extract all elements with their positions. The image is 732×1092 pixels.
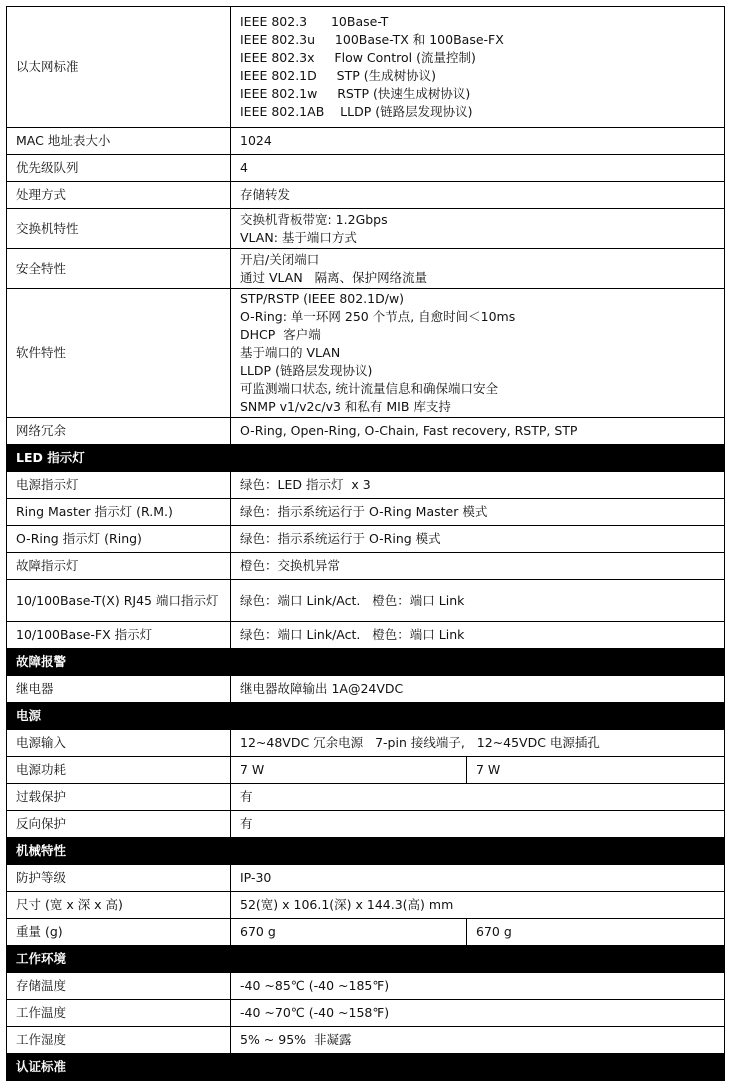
spec-value-line: 有 <box>240 816 253 831</box>
section-title: 工作环境 <box>7 946 725 973</box>
spec-row <box>7 155 725 182</box>
spec-row <box>7 289 725 418</box>
spec-value-line: 绿色：端口 Link/Act. 橙色：端口 Link <box>240 592 465 608</box>
spec-value <box>231 128 725 155</box>
spec-label: 电源指示灯 <box>7 472 231 499</box>
spec-row <box>7 1000 725 1027</box>
spec-value <box>231 472 725 499</box>
spec-value-line: 5% ~ 95% 非凝露 <box>240 1032 352 1047</box>
spec-value <box>231 1000 725 1027</box>
spec-value-line: 52(宽) x 106.1(深) x 144.3(高) mm <box>240 897 454 912</box>
spec-label: 防护等级 <box>7 865 231 892</box>
spec-label: 交换机特性 <box>7 209 231 249</box>
spec-label: 重量 (g) <box>7 919 231 946</box>
spec-label: 电源输入 <box>7 730 231 757</box>
spec-value-line: 绿色：指示系统运行于 O-Ring 模式 <box>240 531 441 546</box>
spec-row <box>7 580 725 622</box>
spec-value-line: 开启/关闭端口 <box>240 251 320 267</box>
spec-label: 10/100Base-T(X) RJ45 端口指示灯 <box>7 580 231 622</box>
spec-label: 处理方式 <box>7 182 231 209</box>
section-header <box>7 445 725 472</box>
spec-label: 优先级队列 <box>7 155 231 182</box>
spec-row <box>7 499 725 526</box>
spec-value <box>231 622 725 649</box>
spec-value: 670 g <box>231 919 467 946</box>
spec-row <box>7 182 725 209</box>
spec-value <box>231 209 725 249</box>
spec-label: 故障指示灯 <box>7 553 231 580</box>
spec-value <box>231 973 725 1000</box>
spec-row <box>7 865 725 892</box>
section-title: 故障报警 <box>7 649 725 676</box>
spec-value-line: 继电器故障输出 1A@24VDC <box>240 681 404 696</box>
spec-value-line: 绿色：端口 Link/Act. 橙色：端口 Link <box>240 627 465 642</box>
spec-value-line: IEEE 802.3x Flow Control (流量控制) <box>240 50 476 65</box>
spec-value <box>231 418 725 445</box>
spec-row <box>7 1027 725 1054</box>
section-header <box>7 649 725 676</box>
spec-label: 继电器 <box>7 676 231 703</box>
spec-label: 反向保护 <box>7 811 231 838</box>
spec-value-line: 绿色：LED 指示灯 x 3 <box>240 477 371 492</box>
spec-value-line: IEEE 802.1w RSTP (快速生成树协议) <box>240 86 471 101</box>
spec-value-line: LLDP (链路层发现协议) <box>240 363 373 378</box>
spec-value-line: O-Ring: 单一环网 250 个节点, 自愈时间＜10ms <box>240 309 516 324</box>
spec-value-line: 有 <box>240 789 253 804</box>
spec-row <box>7 128 725 155</box>
spec-label: 电源功耗 <box>7 757 231 784</box>
spec-value-line: O-Ring, Open-Ring, O-Chain, Fast recovery, RSTP, STP <box>240 423 578 438</box>
section-header <box>7 703 725 730</box>
spec-value <box>231 182 725 209</box>
spec-value-line: -40 ~70℃ (-40 ~158℉) <box>240 1005 390 1020</box>
spec-value <box>231 730 725 757</box>
section-title: 认证标准 <box>7 1054 725 1081</box>
spec-value-line: -40 ~85℃ (-40 ~185℉) <box>240 978 390 993</box>
spec-value-alt: 670 g <box>467 919 725 946</box>
spec-value <box>231 289 725 418</box>
spec-label: 以太网标准 <box>7 7 231 128</box>
section-header <box>7 946 725 973</box>
spec-row <box>7 209 725 249</box>
spec-label: 网络冗余 <box>7 418 231 445</box>
spec-row <box>7 472 725 499</box>
spec-value <box>231 1027 725 1054</box>
spec-row <box>7 418 725 445</box>
spec-value-line: IEEE 802.1AB LLDP (链路层发现协议) <box>240 104 473 119</box>
spec-value <box>231 155 725 182</box>
spec-value-line: STP/RSTP (IEEE 802.1D/w) <box>240 291 405 306</box>
spec-value-line: VLAN: 基于端口方式 <box>240 229 357 245</box>
spec-row <box>7 622 725 649</box>
spec-value <box>231 865 725 892</box>
spec-value-line: 4 <box>240 160 248 175</box>
spec-value-line: IEEE 802.1D STP (生成树协议) <box>240 68 436 83</box>
spec-value <box>231 676 725 703</box>
spec-value <box>231 811 725 838</box>
spec-row <box>7 249 725 289</box>
spec-value <box>231 892 725 919</box>
spec-row <box>7 7 725 128</box>
spec-value-line: 12~48VDC 冗余电源 7-pin 接线端子, 12~45VDC 电源插孔 <box>240 735 600 750</box>
spec-value: 7 W <box>231 757 467 784</box>
spec-label: 工作温度 <box>7 1000 231 1027</box>
spec-value-line: 可监测端口状态, 统计流量信息和确保端口安全 <box>240 381 498 396</box>
spec-row <box>7 892 725 919</box>
section-title: 机械特性 <box>7 838 725 865</box>
spec-value-alt: 7 W <box>467 757 725 784</box>
spec-label: MAC 地址表大小 <box>7 128 231 155</box>
spec-value <box>231 526 725 553</box>
spec-value <box>231 7 725 128</box>
spec-value-line: DHCP 客户端 <box>240 327 321 342</box>
spec-label: 10/100Base-FX 指示灯 <box>7 622 231 649</box>
spec-label: 过载保护 <box>7 784 231 811</box>
spec-value-line: 绿色：指示系统运行于 O-Ring Master 模式 <box>240 504 488 519</box>
spec-value <box>231 553 725 580</box>
spec-row <box>7 553 725 580</box>
spec-value <box>231 784 725 811</box>
spec-label: 工作湿度 <box>7 1027 231 1054</box>
spec-label: Ring Master 指示灯 (R.M.) <box>7 499 231 526</box>
spec-value-line: 存储转发 <box>240 187 291 202</box>
spec-row <box>7 526 725 553</box>
section-title: LED 指示灯 <box>7 445 725 472</box>
spec-label: 软件特性 <box>7 289 231 418</box>
section-header <box>7 838 725 865</box>
spec-value-line: 基于端口的 VLAN <box>240 345 341 360</box>
spec-label: 尺寸 (宽 x 深 x 高) <box>7 892 231 919</box>
spec-row <box>7 919 725 946</box>
spec-value <box>231 249 725 289</box>
spec-row <box>7 811 725 838</box>
spec-label: O-Ring 指示灯 (Ring) <box>7 526 231 553</box>
spec-value-line: 通过 VLAN 隔离、保护网络流量 <box>240 269 428 285</box>
spec-value-line: 交换机背板带宽: 1.2Gbps <box>240 211 388 227</box>
spec-value <box>231 580 725 622</box>
spec-row <box>7 784 725 811</box>
spec-value-line: 1024 <box>240 133 272 148</box>
spec-row <box>7 676 725 703</box>
spec-value-line: IEEE 802.3 10Base-T <box>240 14 389 29</box>
section-title: 电源 <box>7 703 725 730</box>
section-header <box>7 1054 725 1081</box>
spec-row <box>7 973 725 1000</box>
spec-value-line: IEEE 802.3u 100Base-TX 和 100Base-FX <box>240 32 504 47</box>
spec-label: 存储温度 <box>7 973 231 1000</box>
spec-value-line: SNMP v1/v2c/v3 和私有 MIB 库支持 <box>240 399 451 414</box>
spec-value-line: IP-30 <box>240 870 272 885</box>
spec-row <box>7 757 725 784</box>
spec-row <box>7 730 725 757</box>
spec-value <box>231 499 725 526</box>
spec-label: 安全特性 <box>7 249 231 289</box>
spec-table-body <box>7 7 725 1081</box>
spec-value-line: 橙色：交换机异常 <box>240 558 341 573</box>
spec-table <box>6 6 725 1081</box>
